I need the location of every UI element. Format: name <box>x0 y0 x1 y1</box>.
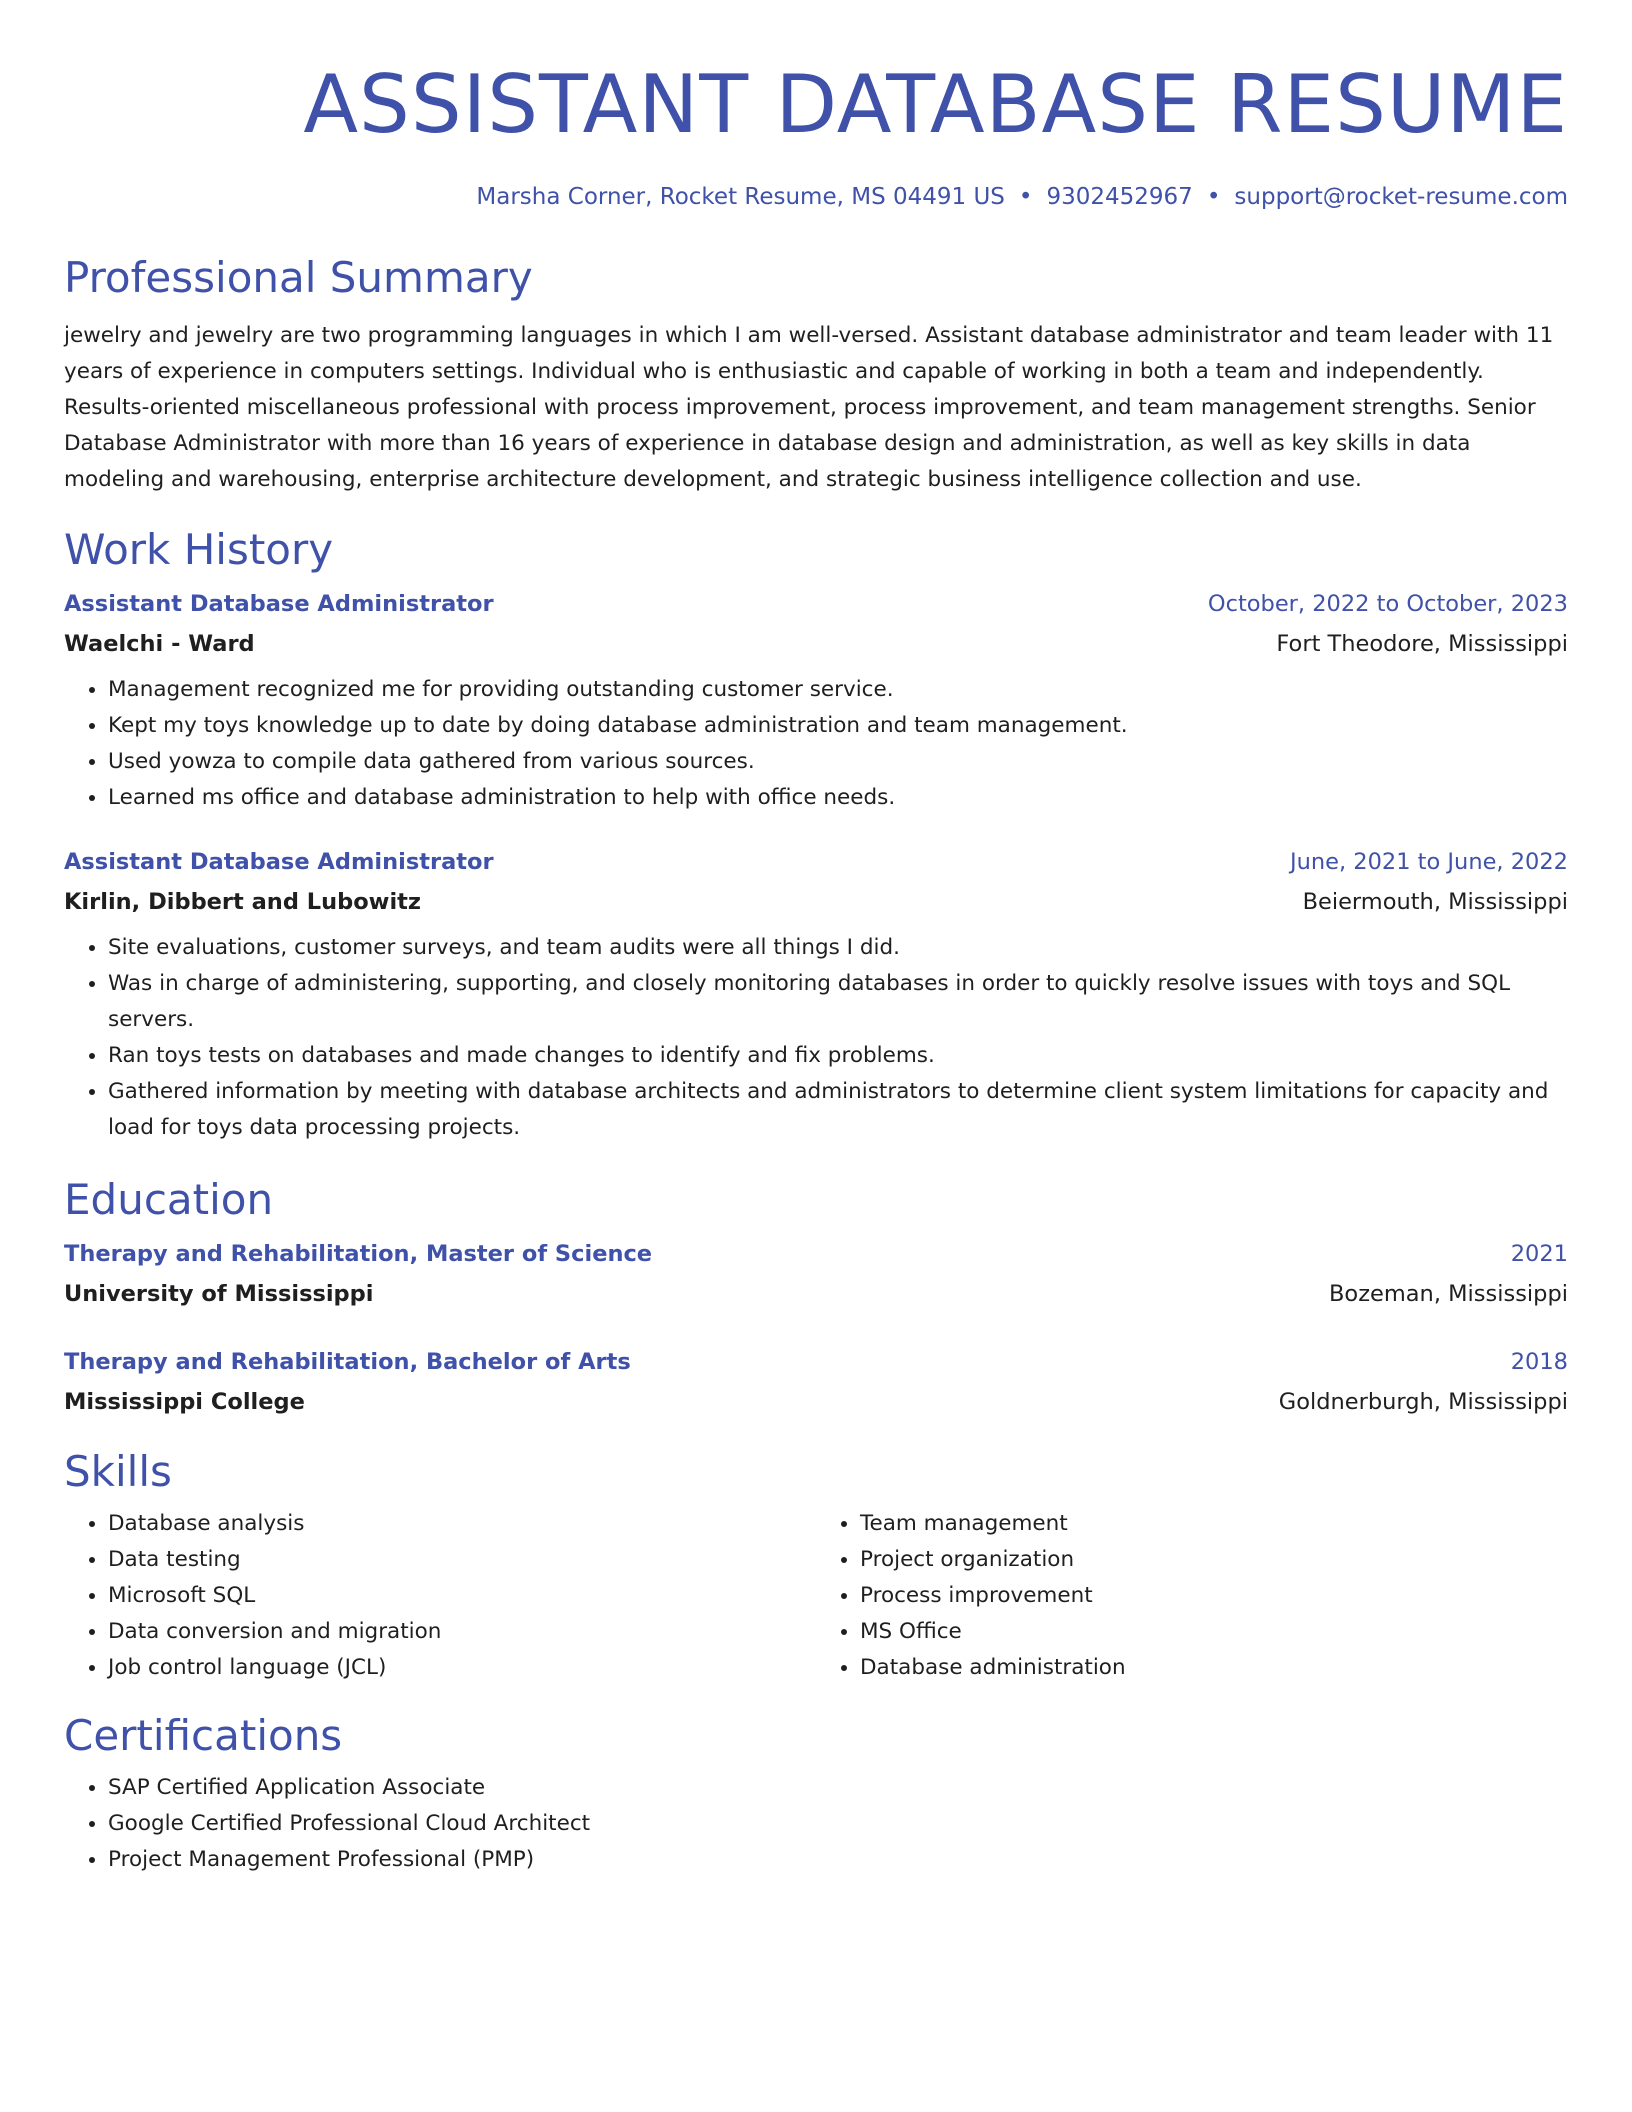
job-dates: October, 2022 to October, 2023 <box>1207 591 1568 617</box>
list-item: • Ran toys tests on databases and made changes to identify and fix problems. <box>108 1038 1568 1074</box>
education-entry <box>64 1342 1568 1422</box>
list-item: • Management recognized me for providing outstanding customer service. <box>108 672 1568 708</box>
contact-email[interactable]: support@rocket-resume.com <box>1234 184 1568 210</box>
list-item: • Gathered information by meeting with database architects and administrators to determine client system limitations for capacity and load for toys data processing projects. <box>108 1074 1568 1146</box>
job-location: Fort Theodore, Mississippi <box>1276 631 1568 657</box>
list-item: • Project organization <box>860 1542 1568 1578</box>
list-item: • Site evaluations, customer surveys, and team audits were all things I did. <box>108 930 1568 966</box>
job-location: Beiermouth, Mississippi <box>1302 889 1568 915</box>
contact-separator: • <box>1018 184 1033 210</box>
skills-list-right <box>816 1506 1568 1686</box>
summary-text: jewelry and jewelry are two programming languages in which I am well-versed. Assistant database administrator and team leader with 11 years of experience in computers settings. Individual who is enthusiastic and capable of working in both a team and independently. Results-oriented miscellaneous professional with process improvement, process improvement, and team management strengths. Senior Database Administrator with more than 16 years of experience in database design and administration, as well as key skills in data modeling and warehousing, enterprise architecture development, and strategic business intelligence collection and use. <box>64 323 1554 492</box>
list-item: • Database analysis <box>108 1506 816 1542</box>
certifications-heading: Certifications <box>64 1711 343 1760</box>
list-item: • Kept my toys knowledge up to date by doing database administration and team management. <box>108 708 1568 744</box>
list-item: • Microsoft SQL <box>108 1578 816 1614</box>
education-year: 2021 <box>1510 1241 1568 1267</box>
job-company: Waelchi - Ward <box>64 631 255 657</box>
contact-phone: 9302452967 <box>1046 184 1193 210</box>
education-school: University of Mississippi <box>64 1281 374 1307</box>
job-dates: June, 2021 to June, 2022 <box>1289 849 1568 875</box>
list-item: • Team management <box>860 1506 1568 1542</box>
education-year: 2018 <box>1510 1349 1568 1375</box>
education-heading: Education <box>64 1175 274 1224</box>
job-entry <box>64 584 1568 816</box>
job-role: Assistant Database Administrator <box>64 849 494 875</box>
resume-title: ASSISTANT DATABASE RESUME <box>303 58 1568 151</box>
list-item: • Job control language (JCL) <box>108 1650 816 1686</box>
certifications-list <box>64 1770 1568 1878</box>
education-school: Mississippi College <box>64 1389 305 1415</box>
contact-line <box>64 180 1568 214</box>
education-degree: Therapy and Rehabilitation, Bachelor of Arts <box>64 1349 631 1375</box>
skills-columns <box>64 1500 1568 1686</box>
skills-list-left <box>64 1506 816 1686</box>
list-item: • Google Certified Professional Cloud Architect <box>108 1806 1568 1842</box>
list-item: • Data conversion and migration <box>108 1614 816 1650</box>
list-item: • Data testing <box>108 1542 816 1578</box>
job-entry <box>64 842 1568 1146</box>
education-location: Bozeman, Mississippi <box>1329 1281 1568 1307</box>
list-item: • Used yowza to compile data gathered from various sources. <box>108 744 1568 780</box>
list-item: • MS Office <box>860 1614 1568 1650</box>
job-role: Assistant Database Administrator <box>64 591 494 617</box>
list-item: • SAP Certified Application Associate <box>108 1770 1568 1806</box>
list-item: • Was in charge of administering, supporting, and closely monitoring databases in order to quickly resolve issues with toys and SQL servers. <box>108 966 1568 1038</box>
summary-heading: Professional Summary <box>64 253 533 302</box>
list-item: • Learned ms office and database administration to help with office needs. <box>108 780 1568 816</box>
education-degree: Therapy and Rehabilitation, Master of Science <box>64 1241 653 1267</box>
job-company: Kirlin, Dibbert and Lubowitz <box>64 889 422 915</box>
list-item: • Project Management Professional (PMP) <box>108 1842 1568 1878</box>
contact-separator: • <box>1206 184 1221 210</box>
job-bullets <box>64 672 1568 816</box>
contact-address: Marsha Corner, Rocket Resume, MS 04491 US <box>476 184 1005 210</box>
skills-heading: Skills <box>64 1447 172 1496</box>
list-item: • Process improvement <box>860 1578 1568 1614</box>
education-location: Goldnerburgh, Mississippi <box>1278 1389 1568 1415</box>
job-bullets <box>64 930 1568 1146</box>
list-item: • Database administration <box>860 1650 1568 1686</box>
work-history-heading: Work History <box>64 525 334 574</box>
education-entry <box>64 1234 1568 1314</box>
